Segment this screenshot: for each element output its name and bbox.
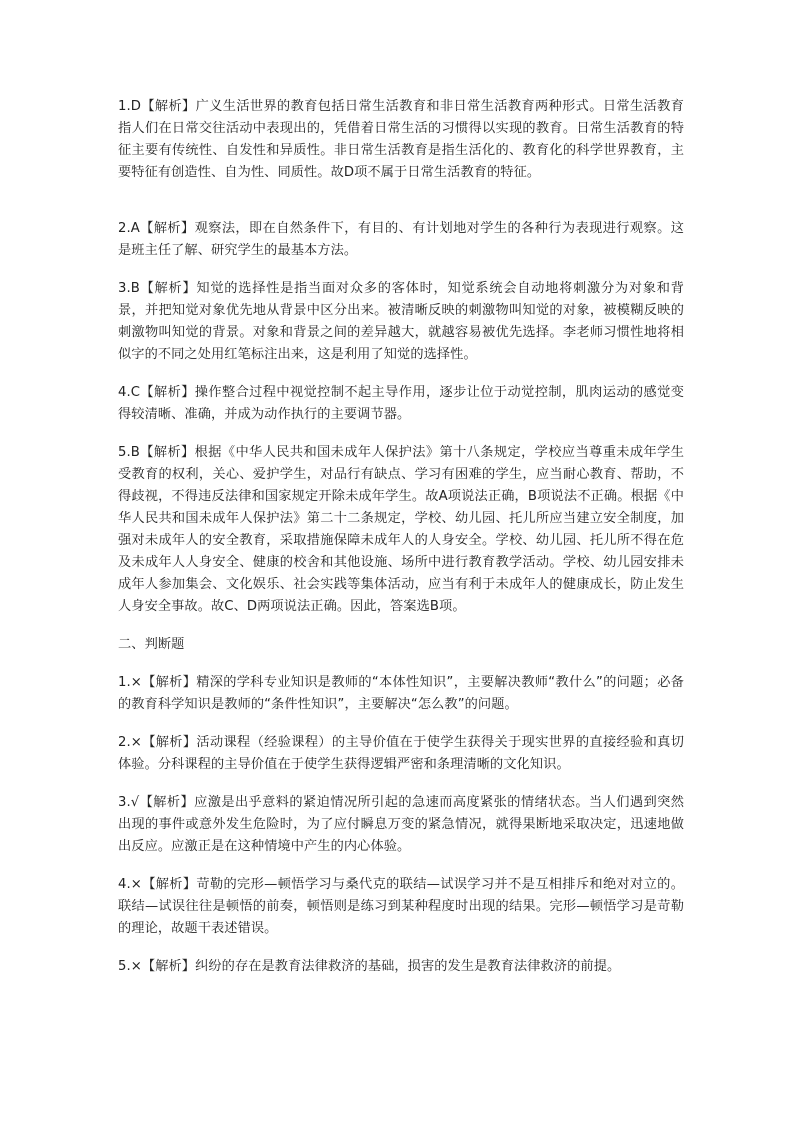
judgement-item-2: 2.×【解析】活动课程（经验课程）的主导价值在于使学生获得关于现实世界的直接经验和真切体验。分科课程的主导价值在于使学生获得逻辑严密和条理清晰的文化知识。 [118, 735, 684, 772]
judgement-item-5: 5.×【解析】纠纷的存在是教育法律救济的基础，损害的发生是教育法律救济的前提。 [118, 959, 621, 974]
answer-item-3: 3.B【解析】知觉的选择性是指当面对众多的客体时，知觉系统会自动地将刺激分为对象和背景，并把知觉对象优先地从背景中区分出来。被清晰反映的刺激物叫知觉的对象，被模糊反映的刺激物叫知觉的背景。对象和背景之间的差异越大，就越容易被优先选择。李老师习惯性地将相似字的不同之处用红笔标注出来，这是利用了知觉的选择性。 [118, 281, 684, 362]
answer-item-1: 1.D【解析】广义生活世界的教育包括日常生活教育和非日常生活教育两种形式。日常生活教育指人们在日常交往活动中表现出的，凭借着日常生活的习惯得以实现的教育。日常生活教育的特征主要有传统性、自发性和异质性。非日常生活教育是指生活化的、教育化的科学世界教育，主要特征有创造性、自为性、同质性。故D项不属于日常生活教育的特征。 [118, 99, 684, 180]
judgement-item-1: 1.×【解析】精深的学科专业知识是教师的“本体性知识”，主要解决教师“教什么”的问题；必备的教育科学知识是教师的“条件性知识”，主要解决“怎么教”的问题。 [118, 675, 684, 712]
judgement-item-3: 3.√【解析】应激是出乎意料的紧迫情况所引起的急速而高度紧张的情绪状态。当人们遇到突然出现的事件或意外发生危险时，为了应付瞬息万变的紧急情况，就得果断地采取决定，迅速地做出反应。应激正是在这种情境中产生的内心体验。 [118, 795, 684, 854]
judgement-item-4: 4.×【解析】苛勒的完形—顿悟学习与桑代克的联结—试误学习并不是互相排斥和绝对对立的。联结—试误往往是顿悟的前奏，顿悟则是练习到某种程度时出现的结果。完形—顿悟学习是苛勒的理论，故题干表述错误。 [118, 877, 684, 936]
answer-item-4: 4.C【解析】操作整合过程中视觉控制不起主导作用，逐步让位于动觉控制，肌肉运动的感觉变得较清晰、准确，并成为动作执行的主要调节器。 [118, 385, 684, 422]
document-page [118, 96, 684, 978]
answer-item-2: 2.A【解析】观察法，即在自然条件下，有目的、有计划地对学生的各种行为表现进行观察。这是班主任了解、研究学生的最基本方法。 [118, 221, 684, 258]
section-heading-judgement: 二、判断题 [118, 637, 185, 652]
answer-item-5: 5.B【解析】根据《中华人民共和国未成年人保护法》第十八条规定，学校应当尊重未成年学生受教育的权利，关心、爱护学生，对品行有缺点、学习有困难的学生，应当耐心教育、帮助，不得歧视，不得违反法律和国家规定开除未成年学生。故A项说法正确，B项说法不正确。根据《中华人民共和国未成年人保护法》第二十二条规定，学校、幼儿园、托儿所应当建立安全制度，加强对未成年人的安全教育，采取措施保障未成年人的人身安全。学校、幼儿园、托儿所不得在危及未成年人人身安全、健康的校舍和其他设施、场所中进行教育教学活动。学校、幼儿园安排未成年人参加集会、文化娱乐、社会实践等集体活动，应当有利于未成年人的健康成长，防止发生人身安全事故。故C、D两项说法正确。因此，答案选B项。 [118, 445, 684, 614]
